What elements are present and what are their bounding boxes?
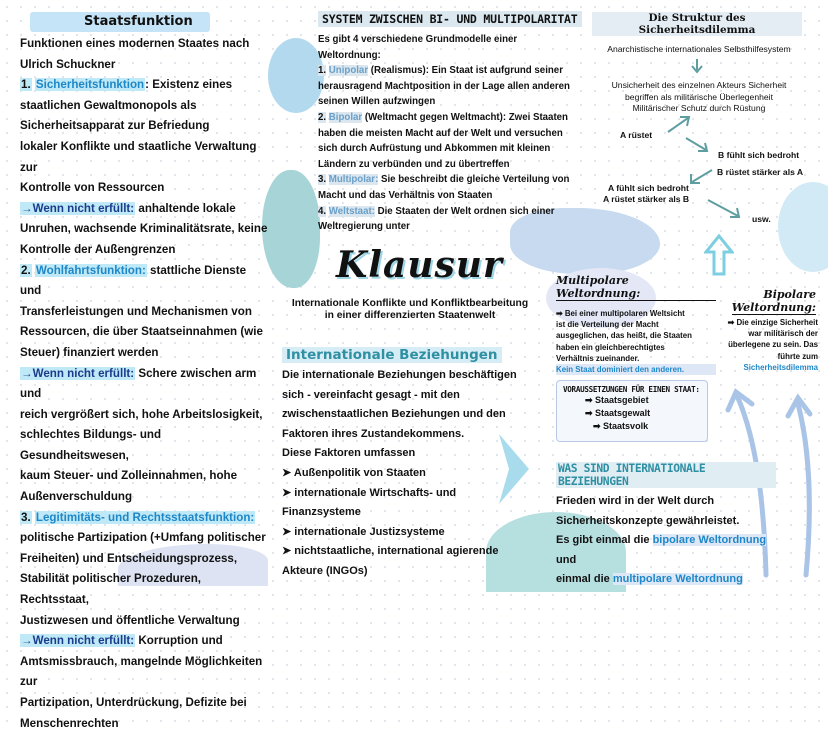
was-title: WAS SIND INTERNATIONALE BEZIEHUNGEN (556, 462, 776, 488)
dilemma-a-bedroht: A fühlt sich bedroht (608, 183, 689, 193)
voraussetzungen-box: VORAUSSETZUNGEN FÜR EINEN STAAT: ➡ Staatsgebiet ➡ Staatsgewalt ➡ Staatsvolk (556, 380, 708, 442)
left-column (20, 12, 270, 734)
arrow-left-icon (688, 168, 714, 186)
system-section (318, 10, 593, 235)
arrow-downright-icon-2 (706, 198, 742, 220)
system-title: SYSTEM ZWISCHEN BI- UND MULTIPOLARITAT (318, 11, 582, 27)
arrow-downright-icon (684, 136, 710, 154)
dilemma-unsicher: Unsicherheit des einzelnen Akteurs Sicherheit begriffen als militärische Überlegenheit Militärischer Schutz durch Rüstung (611, 80, 787, 114)
was-section: WAS SIND INTERNATIONALE BEZIEHUNGEN Frieden wird in der Welt durch Sicherheitskonzepte gewährleistet. Es gibt einmal die bipolare Weltordnung und einmal die multipolare Weltordnung (556, 462, 776, 590)
arrow-up-icon (704, 234, 734, 276)
blob-teal-left (262, 170, 320, 288)
factor-1: ➤ Außenpolitik von Staaten (282, 466, 426, 479)
klausur-subtitle: Internationale Konflikte und Konfliktbearbeitung in einer differenzierten Staatenwelt (291, 298, 529, 321)
blob-blue-top (268, 38, 324, 113)
factor-4: ➤ nichtstaatliche, international agierende (282, 545, 499, 558)
dilemma-a-ruestet: A rüstet (620, 130, 653, 140)
left-text: Funktionen eines modernen Staates nach Ulrich Schuckner 1. Sicherheitsfunktion: Existenz eines staatlichen Gewaltmonopols als Sicherheitsapparat zur Befriedung lokaler Konflikte und staatliche Verwaltung zur Kontrolle von Ressourcen →Wenn nicht erfüllt: anhaltende lokale Unruhen, wachsende Kriminalitätsrate, keine Kontrolle der Außengrenzen 2. Wohlfahrtsfunktion: stattliche Dienste und Transferleistungen und Mechanismen von Ressourcen, die über Staatseinnahmen (wie Steuer) finanziert werden →Wenn nicht erfüllt: Schere zwischen arm und reich vergrößert sich, hohe Arbeitslosigkeit, schlechtes Bildungs- und Gesundheitswesen, kaum Steuer- und Zolleinnahmen, hohe Außenverschuldung 3. Legitimitäts- und Rechtsstaatsfunktion: politische Partizipation (+Umfang politischer Freiheiten) und Entscheidungsprozess, Stabilität politischer Prozeduren, Rechtsstaat, Justizwesen und öffentliche Verwaltung →Wenn nicht erfüllt: Korruption und Amtsmissbrauch, mangelnde Möglichkeiten zur Partizipation, Unterdrückung, Defizite bei Menschenrechten (20, 37, 268, 730)
arrow-down-icon (690, 58, 704, 74)
klausur-title: Klausur (336, 244, 503, 286)
voraussetzungen-title: VORAUSSETZUNGEN FÜR EINEN STAAT: (563, 385, 700, 394)
bi-title: Bipolare Weltordnung: (731, 288, 816, 314)
blob-lightblue-far-right (778, 182, 828, 272)
ib-title: Internationale Beziehungen (282, 347, 502, 363)
staatsfunktion-title: Staatsfunktion (30, 12, 210, 32)
factor-3: ➤ internationale Justizsysteme (282, 525, 445, 538)
bi-section: Bipolare Weltordnung: ➡ Die einzige Sicherheit war militärisch der überlegene zu sein. Das führte zum Sicherheitsdilemma (720, 288, 828, 373)
dilemma-title: Die Struktur des Sicherheitsdilemma (592, 12, 802, 36)
dilemma-usw: usw. (752, 214, 771, 224)
chevron-right-icon (497, 432, 531, 506)
arrow-upright-icon (666, 114, 692, 134)
multi-title: Multipolare Weltordnung: (556, 274, 716, 301)
dilemma-a-ruestet2: A rüstet stärker als B (603, 194, 690, 204)
curved-arrow-icon-2 (776, 390, 826, 580)
multi-section: Multipolare Weltordnung: ➡ Bei einer multipolaren Weltsicht ist die Verteilung der Macht ausgeglichen, das heißt, die Staaten haben ein gleichberechtigtes Verhältnis zueinander. Kein Staat dominiert den anderen. (556, 274, 716, 375)
dilemma-anarch: Anarchistische internationales Selbsthilfesystem (607, 44, 791, 54)
dilemma-b-ruestet: B rüstet stärker als A (717, 167, 804, 177)
dilemma-b-bedroht: B fühlt sich bedroht (718, 150, 800, 160)
factor-2: ➤ internationale Wirtschafts- und (282, 486, 457, 499)
ib-section: Internationale Beziehungen Die internationale Beziehungen beschäftigen sich - vereinfacht gesagt - mit den zwischenstaatlichen Beziehungen und den Faktoren ihres Zustandekommens. Diese Faktoren umfassen ➤ Außenpolitik von Staaten ➤ internationale Wirtschafts- und Finanzsysteme ➤ internationale Justizsysteme ➤ nichtstaatliche, international agierende Akteure (INGOs) (282, 346, 522, 582)
system-text: Es gibt 4 verschiedene Grundmodelle einer Weltordnung: 1. Unipolar (Realismus): Ein Staat ist aufgrund seiner herausragend Machtposition in der Lage allen anderen seinen Willen aufzwingen 2. Bipolar (Weltmacht gegen Weltmacht): Zwei Staaten haben die meisten Macht auf der Welt und versuchen sich durch Aufrüstung und Abkommen mit kleinen Ländern zu verbünden und zu übertreffen 3. Multipolar: Sie beschreibt die gleiche Verteilung von Macht und das Verhältnis von Staaten 4. Weltstaat: Die Staaten der Welt ordnen sich einer Weltregierung unter (318, 34, 570, 233)
